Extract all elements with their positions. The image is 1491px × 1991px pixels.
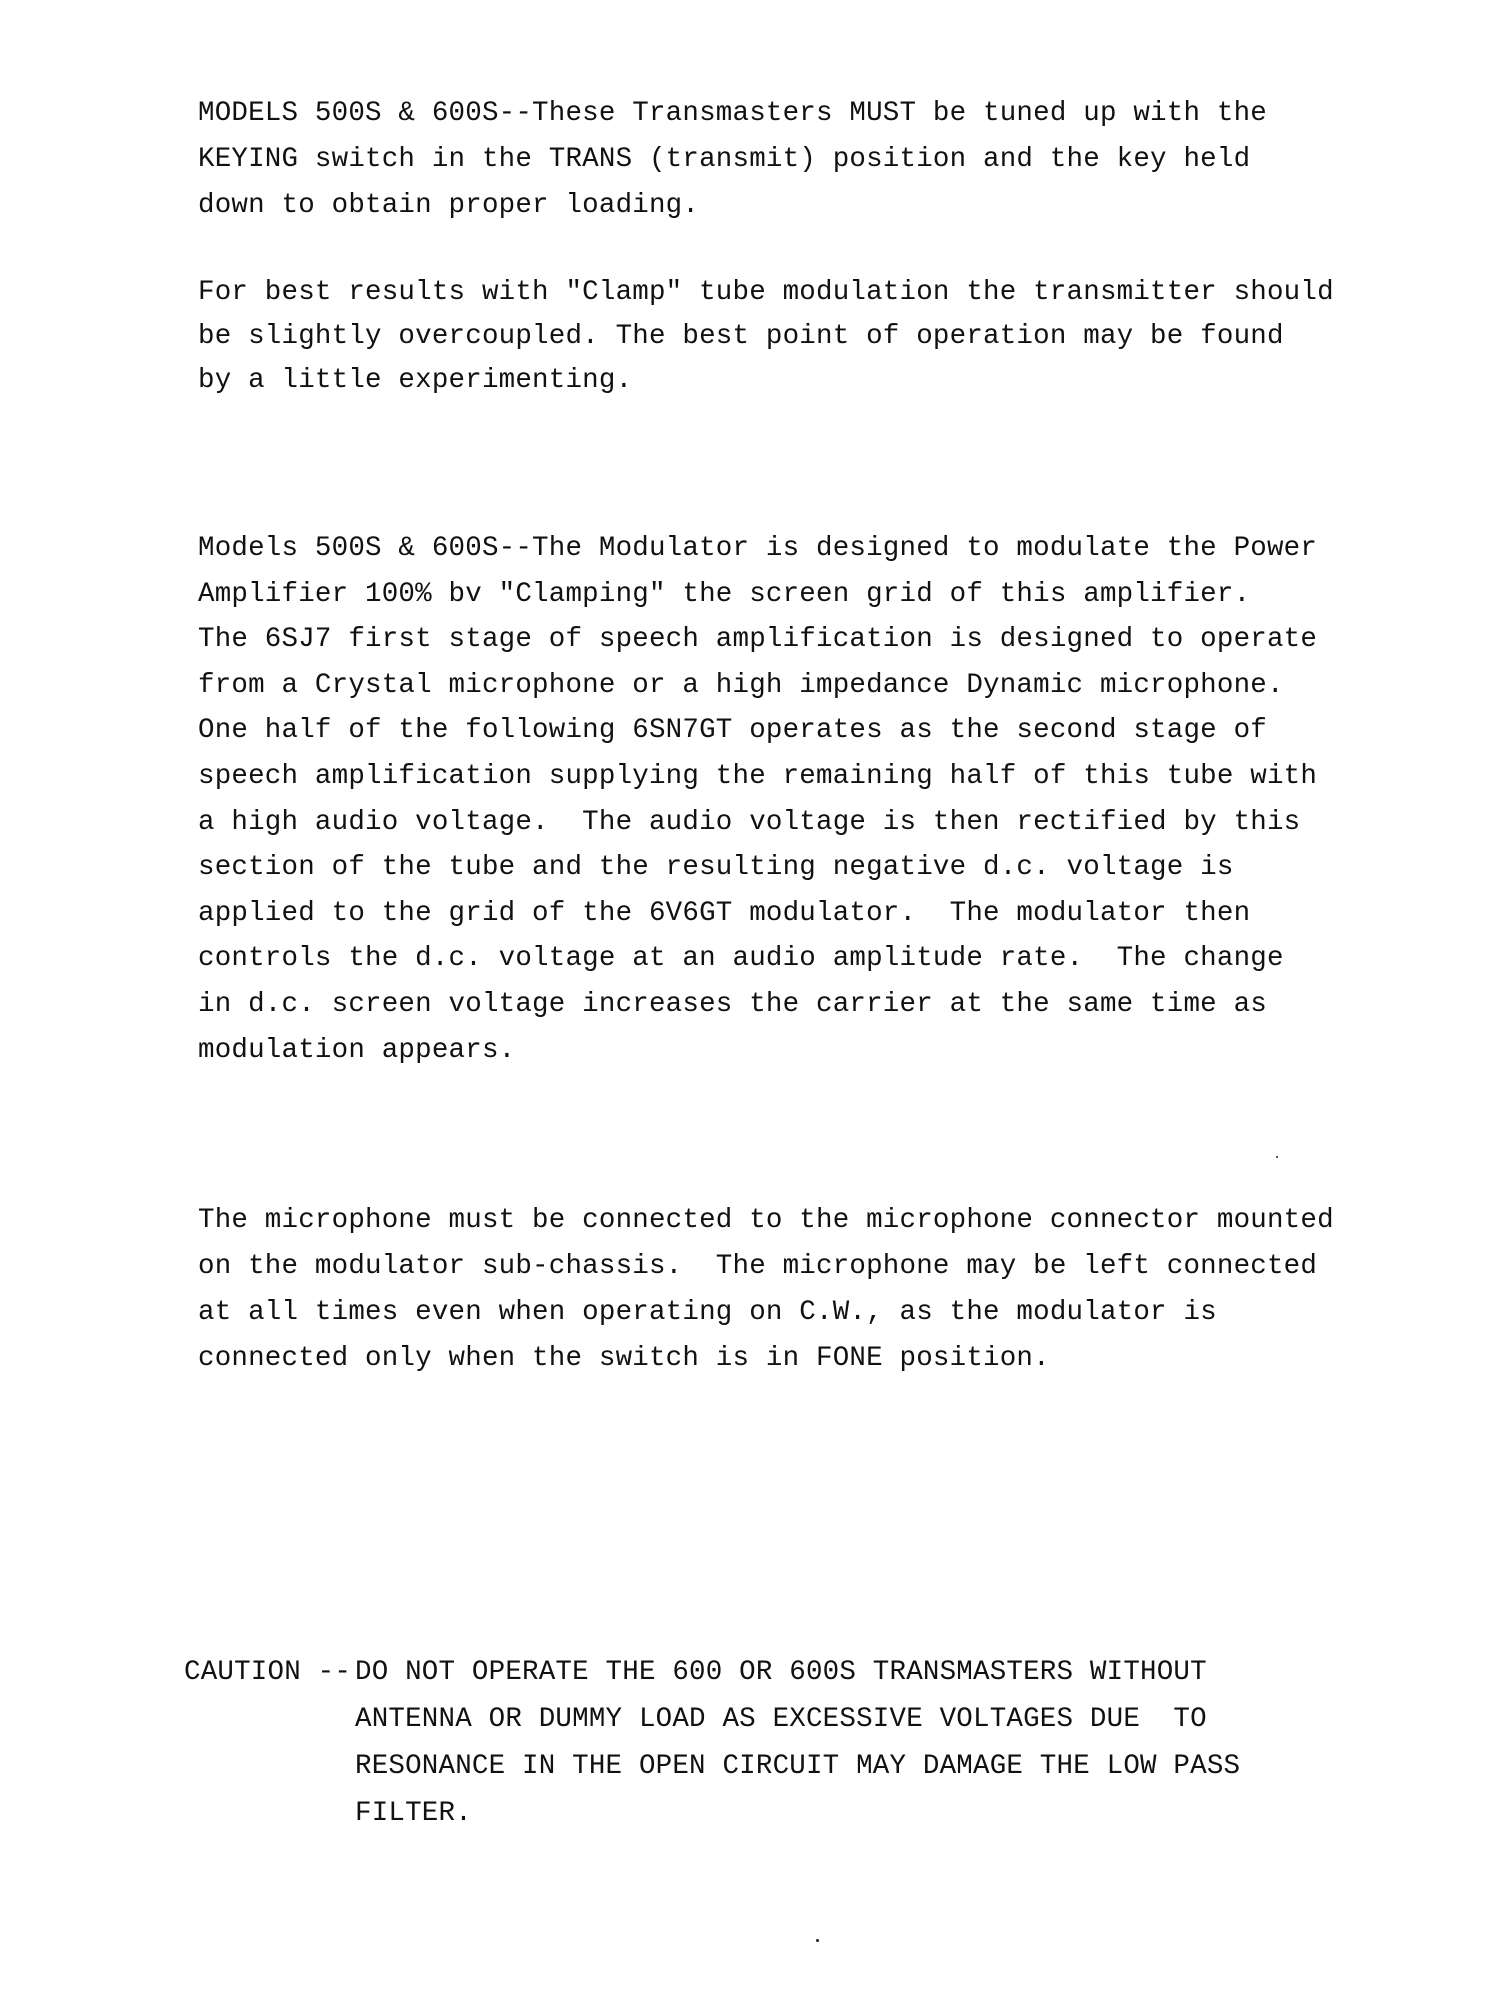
text-line: The 6SJ7 first stage of speech amplification is designed to operate [198, 624, 1318, 656]
text-line: at all times even when operating on C.W., as the modulator is [198, 1297, 1217, 1328]
text-line: applied to the grid of the 6V6GT modulator. The modulator then [198, 897, 1251, 929]
text-line: RESONANCE IN THE OPEN CIRCUIT MAY DAMAGE THE LOW PASS [355, 1751, 1241, 1782]
text-line: section of the tube and the resulting negative d.c. voltage is [198, 852, 1234, 884]
text-line: speech amplification supplying the remaining half of this tube with [198, 761, 1318, 792]
text-line: by a little experimenting. [198, 365, 633, 396]
text-line: One half of the following 6SN7GT operates as the second stage of [198, 715, 1267, 747]
text-line: KEYING switch in the TRANS (transmit) position and the key held [198, 144, 1251, 175]
text-line: be slightly overcoupled. The best point of operation may be found [198, 321, 1284, 352]
text-line: controls the d.c. voltage at an audio amplitude rate. The change [198, 943, 1284, 975]
text-line: down to obtain proper loading. [198, 190, 700, 221]
text-line: connected only when the switch is in FONE position. [198, 1343, 1050, 1374]
text-line: on the modulator sub-chassis. The microphone may be left connected [198, 1251, 1318, 1282]
text-line: The microphone must be connected to the microphone connector mounted [198, 1205, 1334, 1236]
text-line: For best results with "Clamp" tube modulation the transmitter should [198, 277, 1334, 308]
text-line: Amplifier 100% bv "Clamping" the screen grid of this amplifier. [198, 578, 1251, 610]
text-line: a high audio voltage. The audio voltage is then rectified by this [198, 806, 1301, 838]
scan-speck [816, 1939, 819, 1942]
scan-speck [1276, 1156, 1278, 1158]
text-line: in d.c. screen voltage increases the carrier at the same time as [198, 989, 1267, 1020]
text-line: DO NOT OPERATE THE 600 OR 600S TRANSMASTERS WITHOUT [355, 1657, 1207, 1688]
text-line: modulation appears. [198, 1034, 516, 1066]
text-line: from a Crystal microphone or a high impedance Dynamic microphone. [198, 669, 1284, 701]
caution-label: CAUTION -- [184, 1657, 352, 1688]
text-line: Models 500S & 600S--The Modulator is designed to modulate the Power [198, 533, 1318, 564]
text-line: FILTER. [355, 1798, 472, 1829]
text-line: ANTENNA OR DUMMY LOAD AS EXCESSIVE VOLTAGES DUE TO [355, 1704, 1207, 1735]
text-line: MODELS 500S & 600S--These Transmasters MUST be tuned up with the [198, 98, 1267, 129]
